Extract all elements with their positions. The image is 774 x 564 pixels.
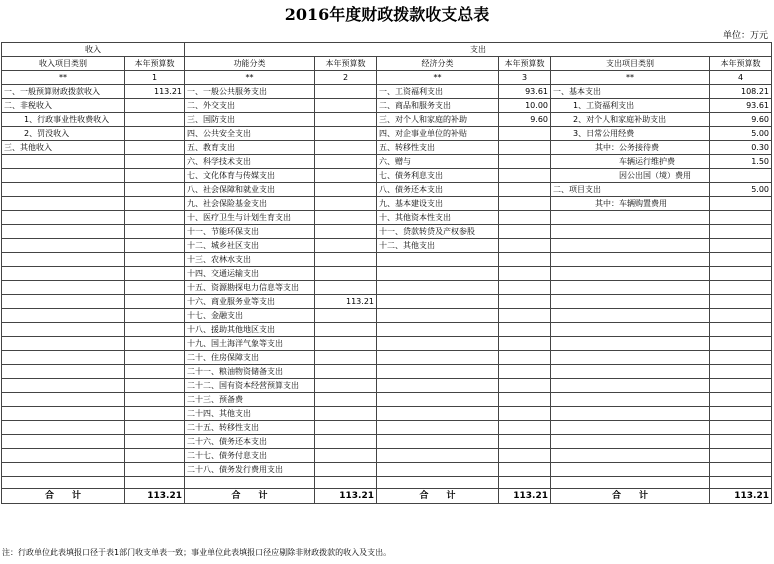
total-income-value: 113.21 <box>125 489 185 504</box>
total-item-value: 113.21 <box>710 489 772 504</box>
income-item-cell <box>2 169 125 183</box>
income-budget-cell <box>125 155 185 169</box>
expense-budget-cell <box>710 393 772 407</box>
economic-item-cell: 十、其他资本性支出 <box>377 211 499 225</box>
table-row <box>2 379 772 393</box>
table-row <box>2 421 772 435</box>
income-budget-cell <box>125 421 185 435</box>
expense-item-cell <box>551 281 710 295</box>
expense-budget-cell: 1.50 <box>710 155 772 169</box>
function-item-cell: 二十五、转移性支出 <box>185 421 315 435</box>
function-item-cell: 八、社会保障和就业支出 <box>185 183 315 197</box>
economic-budget-cell: 10.00 <box>499 99 551 113</box>
expense-budget-cell <box>710 267 772 281</box>
function-item-cell: 二十七、债务付息支出 <box>185 449 315 463</box>
function-item-cell: 二十一、粮油物资储备支出 <box>185 365 315 379</box>
economic-item-cell <box>377 435 499 449</box>
economic-item-cell <box>377 309 499 323</box>
table-row <box>2 463 772 477</box>
expense-item-cell <box>551 309 710 323</box>
function-item-cell: 七、文化体育与传媒支出 <box>185 169 315 183</box>
economic-budget-cell <box>499 365 551 379</box>
index-marker: ** <box>2 71 125 85</box>
function-item-cell: 十三、农林水支出 <box>185 253 315 267</box>
economic-item-cell <box>377 351 499 365</box>
index-marker: ** <box>551 71 710 85</box>
table-row <box>2 323 772 337</box>
function-item-cell: 二十六、债务还本支出 <box>185 435 315 449</box>
economic-item-cell: 四、对企事业单位的补贴 <box>377 127 499 141</box>
index-marker: 1 <box>125 71 185 85</box>
header-row-top <box>2 43 772 57</box>
table-row <box>2 239 772 253</box>
function-budget-cell <box>315 141 377 155</box>
function-budget-cell <box>315 463 377 477</box>
income-group-header: 收入 <box>2 43 185 57</box>
economic-item-cell: 八、债务还本支出 <box>377 183 499 197</box>
income-item-cell: 2、罚没收入 <box>2 127 125 141</box>
income-budget-cell <box>125 449 185 463</box>
index-marker: 4 <box>710 71 772 85</box>
empty-cell <box>185 477 315 489</box>
income-budget-cell <box>125 197 185 211</box>
function-budget-cell <box>315 337 377 351</box>
income-budget-cell <box>125 365 185 379</box>
income-budget-cell <box>125 169 185 183</box>
function-budget-cell <box>315 267 377 281</box>
income-item-cell: 二、非税收入 <box>2 99 125 113</box>
table-row <box>2 253 772 267</box>
income-item-cell <box>2 155 125 169</box>
economic-budget-cell: 93.61 <box>499 85 551 99</box>
expense-budget-cell <box>710 169 772 183</box>
economic-budget-cell <box>499 309 551 323</box>
table-row <box>2 281 772 295</box>
expense-budget-cell <box>710 309 772 323</box>
function-budget-cell <box>315 155 377 169</box>
empty-cell <box>499 477 551 489</box>
index-marker: ** <box>377 71 499 85</box>
economic-budget-cell <box>499 141 551 155</box>
expense-budget-cell <box>710 421 772 435</box>
empty-cell <box>710 477 772 489</box>
economic-item-cell <box>377 295 499 309</box>
income-item-cell <box>2 379 125 393</box>
expense-item-cell: 车辆运行维护费 <box>551 155 710 169</box>
expense-budget-cell <box>710 365 772 379</box>
col-header-function: 功能分类 <box>185 57 315 71</box>
income-item-cell <box>2 393 125 407</box>
income-budget-cell <box>125 281 185 295</box>
income-budget-cell <box>125 407 185 421</box>
expense-budget-cell: 5.00 <box>710 127 772 141</box>
index-marker: ** <box>185 71 315 85</box>
budget-table <box>1 42 772 504</box>
table-row <box>2 99 772 113</box>
function-item-cell: 四、公共安全支出 <box>185 127 315 141</box>
economic-item-cell: 九、基本建设支出 <box>377 197 499 211</box>
expense-budget-cell: 93.61 <box>710 99 772 113</box>
income-item-cell <box>2 239 125 253</box>
function-budget-cell <box>315 169 377 183</box>
function-item-cell: 十六、商业服务业等支出 <box>185 295 315 309</box>
income-item-cell <box>2 267 125 281</box>
income-budget-cell <box>125 309 185 323</box>
header-row-columns <box>2 57 772 71</box>
income-item-cell <box>2 197 125 211</box>
economic-budget-cell <box>499 435 551 449</box>
economic-budget-cell <box>499 169 551 183</box>
economic-budget-cell <box>499 267 551 281</box>
expense-item-cell <box>551 421 710 435</box>
economic-budget-cell: 9.60 <box>499 113 551 127</box>
expense-budget-cell <box>710 239 772 253</box>
economic-budget-cell <box>499 211 551 225</box>
expense-item-cell: 一、基本支出 <box>551 85 710 99</box>
economic-item-cell: 三、对个人和家庭的补助 <box>377 113 499 127</box>
economic-budget-cell <box>499 281 551 295</box>
income-budget-cell <box>125 183 185 197</box>
function-item-cell: 十八、援助其他地区支出 <box>185 323 315 337</box>
total-row <box>2 489 772 504</box>
economic-item-cell: 七、债务利息支出 <box>377 169 499 183</box>
col-header-expense-item: 支出项目类别 <box>551 57 710 71</box>
expense-budget-cell: 0.30 <box>710 141 772 155</box>
table-row <box>2 407 772 421</box>
income-budget-cell <box>125 127 185 141</box>
function-budget-cell <box>315 351 377 365</box>
economic-budget-cell <box>499 225 551 239</box>
table-row <box>2 169 772 183</box>
function-budget-cell <box>315 85 377 99</box>
expense-item-cell: 其中：公务接待费 <box>551 141 710 155</box>
function-budget-cell <box>315 239 377 253</box>
economic-item-cell: 二、商品和服务支出 <box>377 99 499 113</box>
income-budget-cell: 113.21 <box>125 85 185 99</box>
income-item-cell <box>2 183 125 197</box>
income-item-cell <box>2 421 125 435</box>
function-item-cell: 九、社会保险基金支出 <box>185 197 315 211</box>
expense-item-cell: 1、工资福利支出 <box>551 99 710 113</box>
col-header-budget-4: 本年预算数 <box>710 57 772 71</box>
function-budget-cell <box>315 421 377 435</box>
col-header-budget-2: 本年预算数 <box>315 57 377 71</box>
col-header-economic: 经济分类 <box>377 57 499 71</box>
economic-item-cell: 一、工资福利支出 <box>377 85 499 99</box>
footnote: 注：行政单位此表填报口径于表1部门收支单表一致；事业单位此表填报口径应剔除非财政拨款的收入及支出。 <box>2 548 392 557</box>
function-budget-cell <box>315 127 377 141</box>
income-item-cell <box>2 281 125 295</box>
expense-item-cell <box>551 407 710 421</box>
income-budget-cell <box>125 393 185 407</box>
economic-budget-cell <box>499 239 551 253</box>
expense-item-cell: 3、日常公用经费 <box>551 127 710 141</box>
function-item-cell: 五、教育支出 <box>185 141 315 155</box>
expense-item-cell: 2、对个人和家庭补助支出 <box>551 113 710 127</box>
economic-budget-cell <box>499 127 551 141</box>
empty-cell <box>2 477 125 489</box>
economic-budget-cell <box>499 337 551 351</box>
table-row <box>2 365 772 379</box>
function-item-cell: 十九、国土海洋气象等支出 <box>185 337 315 351</box>
function-budget-cell <box>315 309 377 323</box>
unit-label: 单位：万元 <box>722 31 768 41</box>
income-budget-cell <box>125 239 185 253</box>
table-row <box>2 309 772 323</box>
header-row-index <box>2 71 772 85</box>
function-budget-cell: 113.21 <box>315 295 377 309</box>
income-item-cell <box>2 449 125 463</box>
table-row <box>2 295 772 309</box>
economic-item-cell <box>377 337 499 351</box>
function-budget-cell <box>315 435 377 449</box>
function-budget-cell <box>315 211 377 225</box>
expense-item-cell: 因公出国（境）费用 <box>551 169 710 183</box>
economic-item-cell <box>377 379 499 393</box>
function-budget-cell <box>315 197 377 211</box>
function-budget-cell <box>315 407 377 421</box>
income-item-cell <box>2 365 125 379</box>
income-item-cell: 一、一般预算财政拨款收入 <box>2 85 125 99</box>
economic-item-cell <box>377 393 499 407</box>
expense-budget-cell <box>710 379 772 393</box>
table-row <box>2 337 772 351</box>
function-item-cell: 一、一般公共服务支出 <box>185 85 315 99</box>
col-header-income-item: 收入项目类别 <box>2 57 125 71</box>
economic-item-cell: 十一、贷款转贷及产权参股 <box>377 225 499 239</box>
expense-budget-cell <box>710 197 772 211</box>
function-budget-cell <box>315 323 377 337</box>
index-marker: 2 <box>315 71 377 85</box>
economic-budget-cell <box>499 351 551 365</box>
function-item-cell: 二十四、其他支出 <box>185 407 315 421</box>
economic-item-cell <box>377 463 499 477</box>
empty-cell <box>125 477 185 489</box>
function-budget-cell <box>315 113 377 127</box>
income-item-cell <box>2 435 125 449</box>
expense-budget-cell <box>710 351 772 365</box>
index-marker: 3 <box>499 71 551 85</box>
expense-item-cell <box>551 295 710 309</box>
table-row <box>2 211 772 225</box>
expense-budget-cell <box>710 323 772 337</box>
income-item-cell: 1、行政事业性收费收入 <box>2 113 125 127</box>
expense-budget-cell <box>710 449 772 463</box>
function-budget-cell <box>315 99 377 113</box>
expense-item-cell <box>551 393 710 407</box>
economic-budget-cell <box>499 253 551 267</box>
function-item-cell: 二十三、预备费 <box>185 393 315 407</box>
income-item-cell: 三、其他收入 <box>2 141 125 155</box>
expense-item-cell <box>551 225 710 239</box>
expense-budget-cell <box>710 407 772 421</box>
income-budget-cell <box>125 323 185 337</box>
income-budget-cell <box>125 211 185 225</box>
total-function-value: 113.21 <box>315 489 377 504</box>
income-item-cell <box>2 211 125 225</box>
economic-item-cell <box>377 365 499 379</box>
income-budget-cell <box>125 225 185 239</box>
income-budget-cell <box>125 99 185 113</box>
economic-budget-cell <box>499 393 551 407</box>
col-header-budget-3: 本年预算数 <box>499 57 551 71</box>
empty-cell <box>315 477 377 489</box>
expense-item-cell <box>551 365 710 379</box>
expense-item-cell <box>551 239 710 253</box>
income-item-cell <box>2 253 125 267</box>
table-row <box>2 141 772 155</box>
income-budget-cell <box>125 379 185 393</box>
economic-item-cell: 十二、其他支出 <box>377 239 499 253</box>
economic-item-cell <box>377 407 499 421</box>
function-item-cell: 三、国防支出 <box>185 113 315 127</box>
expense-budget-cell <box>710 295 772 309</box>
expense-item-cell <box>551 435 710 449</box>
economic-budget-cell <box>499 421 551 435</box>
expense-item-cell: 其中：车辆购置费用 <box>551 197 710 211</box>
function-budget-cell <box>315 183 377 197</box>
expense-item-cell <box>551 351 710 365</box>
function-budget-cell <box>315 225 377 239</box>
table-row <box>2 127 772 141</box>
income-budget-cell <box>125 267 185 281</box>
economic-budget-cell <box>499 197 551 211</box>
expense-item-cell <box>551 379 710 393</box>
function-budget-cell <box>315 253 377 267</box>
function-item-cell: 十五、资源勘探电力信息等支出 <box>185 281 315 295</box>
economic-item-cell <box>377 449 499 463</box>
expense-budget-cell <box>710 253 772 267</box>
table-row <box>2 351 772 365</box>
function-budget-cell <box>315 379 377 393</box>
expense-budget-cell <box>710 281 772 295</box>
spacer-row <box>2 477 772 489</box>
income-budget-cell <box>125 337 185 351</box>
function-item-cell: 二十二、国有资本经营预算支出 <box>185 379 315 393</box>
economic-budget-cell <box>499 463 551 477</box>
income-budget-cell <box>125 113 185 127</box>
function-item-cell: 二、外交支出 <box>185 99 315 113</box>
function-budget-cell <box>315 365 377 379</box>
income-budget-cell <box>125 295 185 309</box>
table-row <box>2 225 772 239</box>
income-item-cell <box>2 351 125 365</box>
table-row <box>2 113 772 127</box>
table-row <box>2 183 772 197</box>
col-header-budget-1: 本年预算数 <box>125 57 185 71</box>
economic-budget-cell <box>499 183 551 197</box>
total-label: 合 计 <box>377 489 499 504</box>
expense-item-cell <box>551 253 710 267</box>
economic-budget-cell <box>499 379 551 393</box>
expense-item-cell <box>551 449 710 463</box>
table-row <box>2 197 772 211</box>
table-row <box>2 85 772 99</box>
economic-item-cell <box>377 267 499 281</box>
expense-item-cell <box>551 267 710 281</box>
function-item-cell: 二十、住房保障支出 <box>185 351 315 365</box>
expense-budget-cell <box>710 337 772 351</box>
function-item-cell: 六、科学技术支出 <box>185 155 315 169</box>
page-title: 2016年度财政拨款收支总表 <box>284 5 490 24</box>
economic-item-cell <box>377 323 499 337</box>
economic-item-cell <box>377 281 499 295</box>
economic-budget-cell <box>499 407 551 421</box>
table-row <box>2 155 772 169</box>
table-row <box>2 435 772 449</box>
total-label: 合 计 <box>2 489 125 504</box>
empty-cell <box>377 477 499 489</box>
income-budget-cell <box>125 435 185 449</box>
income-item-cell <box>2 323 125 337</box>
expense-budget-cell: 5.00 <box>710 183 772 197</box>
expense-item-cell <box>551 463 710 477</box>
income-item-cell <box>2 407 125 421</box>
expense-budget-cell: 108.21 <box>710 85 772 99</box>
income-budget-cell <box>125 253 185 267</box>
expense-budget-cell <box>710 225 772 239</box>
economic-item-cell: 六、赠与 <box>377 155 499 169</box>
economic-item-cell: 五、转移性支出 <box>377 141 499 155</box>
income-item-cell <box>2 337 125 351</box>
income-item-cell <box>2 295 125 309</box>
function-item-cell: 十七、金融支出 <box>185 309 315 323</box>
expense-group-header: 支出 <box>185 43 772 57</box>
expense-item-cell <box>551 337 710 351</box>
expense-item-cell <box>551 211 710 225</box>
table-row <box>2 449 772 463</box>
function-item-cell: 十二、城乡社区支出 <box>185 239 315 253</box>
function-budget-cell <box>315 393 377 407</box>
income-budget-cell <box>125 351 185 365</box>
economic-item-cell <box>377 253 499 267</box>
function-budget-cell <box>315 449 377 463</box>
economic-budget-cell <box>499 449 551 463</box>
economic-item-cell <box>377 421 499 435</box>
function-item-cell: 二十八、债务发行费用支出 <box>185 463 315 477</box>
total-economic-value: 113.21 <box>499 489 551 504</box>
economic-budget-cell <box>499 155 551 169</box>
function-item-cell: 十一、节能环保支出 <box>185 225 315 239</box>
empty-cell <box>551 477 710 489</box>
expense-budget-cell <box>710 463 772 477</box>
table-row <box>2 393 772 407</box>
expense-item-cell: 二、项目支出 <box>551 183 710 197</box>
function-budget-cell <box>315 281 377 295</box>
income-item-cell <box>2 225 125 239</box>
economic-budget-cell <box>499 323 551 337</box>
expense-budget-cell: 9.60 <box>710 113 772 127</box>
total-label: 合 计 <box>551 489 710 504</box>
income-budget-cell <box>125 141 185 155</box>
expense-budget-cell <box>710 435 772 449</box>
income-item-cell <box>2 309 125 323</box>
function-item-cell: 十四、交通运输支出 <box>185 267 315 281</box>
expense-budget-cell <box>710 211 772 225</box>
income-budget-cell <box>125 463 185 477</box>
table-row <box>2 267 772 281</box>
economic-budget-cell <box>499 295 551 309</box>
income-item-cell <box>2 463 125 477</box>
function-item-cell: 十、医疗卫生与计划生育支出 <box>185 211 315 225</box>
expense-item-cell <box>551 323 710 337</box>
total-label: 合 计 <box>185 489 315 504</box>
